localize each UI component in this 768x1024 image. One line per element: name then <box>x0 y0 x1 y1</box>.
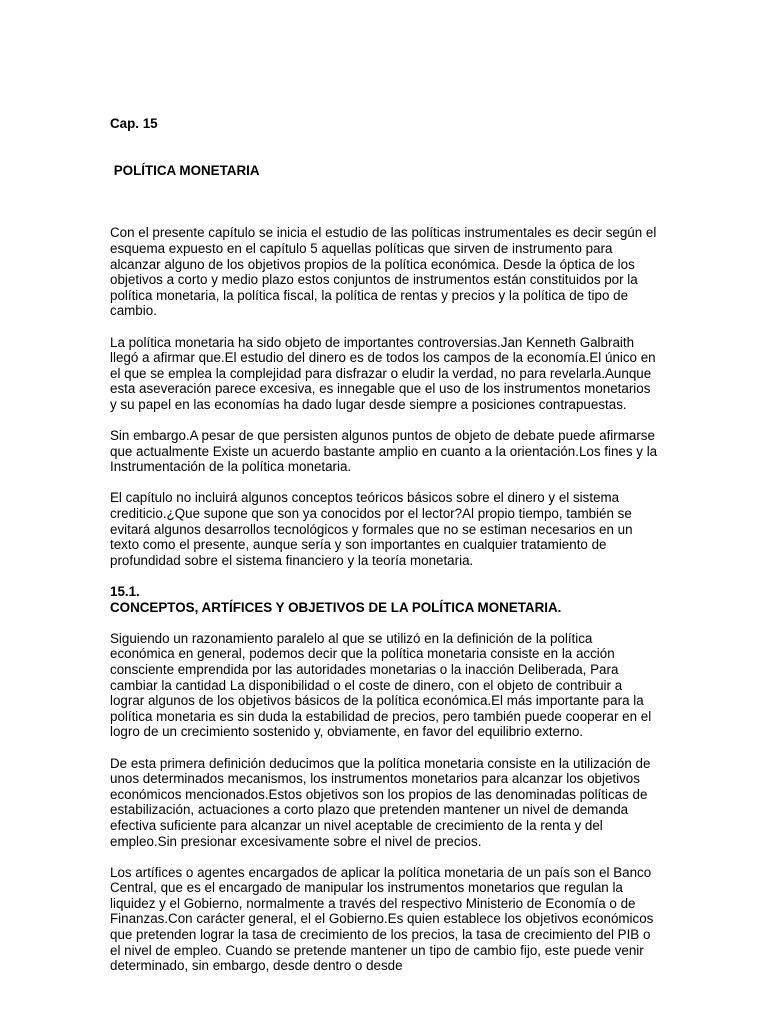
paragraph: Sin embargo.A pesar de que persisten algunos puntos de objeto de debate puede afirmarse que actualmente Existe un acuerdo bastante amplio en cuanto a la orientación.Los fines y la Instrumentación de la política monetaria. <box>110 428 658 475</box>
paragraph: Los artífices o agentes encargados de aplicar la política monetaria de un país son el Banco Central, que es el encargado de manipular los instrumentos monetarios que regulan la liquidez y el Gobierno, normalmente a través del respectivo Ministerio de Economía o de Finanzas.Con carácter general, el el Gobierno.Es quien establece los objetivos económicos que pretenden lograr la tasa de crecimiento de los precios, la tasa de crecimiento del PIB o el nivel de empleo. Cuando se pretende mantener un tipo de cambio fijo, este puede venir determinado, sin embargo, desde dentro o desde <box>110 864 654 974</box>
document-page <box>110 85 658 989</box>
section-heading <box>110 584 658 615</box>
chapter-title: POLÍTICA MONETARIA <box>110 162 260 178</box>
paragraph: Siguiendo un razonamiento paralelo al que se utilizó en la definición de la política económica en general, podemos decir que la política monetaria consiste en la acción consciente emprendida por las autoridades monetarias o la inacción Deliberada, Para cambiar la cantidad La disponibilidad o el coste de dinero, con el objeto de contribuir a lograr algunos de los objetivos básicos de la política económica.El más importante para la política monetaria es sin duda la estabilidad de precios, pero también puede cooperar en el logro de un crecimiento sostenido y, obviamente, en favor del equilibrio externo. <box>110 630 652 740</box>
section-number: 15.1. <box>110 584 140 599</box>
paragraph: El capítulo no incluirá algunos conceptos teóricos básicos sobre el dinero y el sistema crediticio.¿Que supone que son ya conocidos por el lector?Al propio tiempo, también se evitará algunos desarrollos tecnológicos y formales que no se estiman necesarios en un texto como el presente, aunque sería y son importantes en cualquier tratamiento de profundidad sobre el sistema financiero y la teoría monetaria. <box>110 490 633 568</box>
paragraph: La política monetaria ha sido objeto de importantes controversias.Jan Kenneth Galbraith llegó a afirmar que.El estudio del dinero es de todos los campos de la economía.El único en el que se emplea la complejidad para disfrazar o eludir la verdad, no para revelarla.Aunque esta aseveración parece excesiva, es innegable que el uso de los instrumentos monetarios y su papel en las economías ha dado lugar desde siempre a posiciones contrapuestas. <box>110 334 656 412</box>
paragraph: Con el presente capítulo se inicia el estudio de las políticas instrumentales es decir según el esquema expuesto en el capítulo 5 aquellas políticas que sirven de instrumento para alcanzar alguno de los objetivos propios de la política económica. Desde la óptica de los objetivos a corto y medio plazo estos conjuntos de instrumentos están constituidos por la política monetaria, la política fiscal, la política de rentas y precios y la política de tipo de cambio. <box>110 225 657 319</box>
section-title: CONCEPTOS, ARTÍFICES Y OBJETIVOS DE LA POLÍTICA MONETARIA. <box>110 599 562 615</box>
chapter-label: Cap. 15 <box>110 116 158 132</box>
chapter-heading <box>110 85 658 210</box>
paragraph: De esta primera definición deducimos que la política monetaria consiste en la utilización de unos determinados mecanismos, los instrumentos monetarios para alcanzar los objetivos económicos mencionados.Estos objetivos son los propios de las denominadas políticas de estabilización, actuaciones a corto plazo que pretenden mantener un nivel de demanda efectiva suficiente para alcanzar un nivel aceptable de crecimiento de la renta y del empleo.Sin presionar excesivamente sobre el nivel de precios. <box>110 755 651 849</box>
